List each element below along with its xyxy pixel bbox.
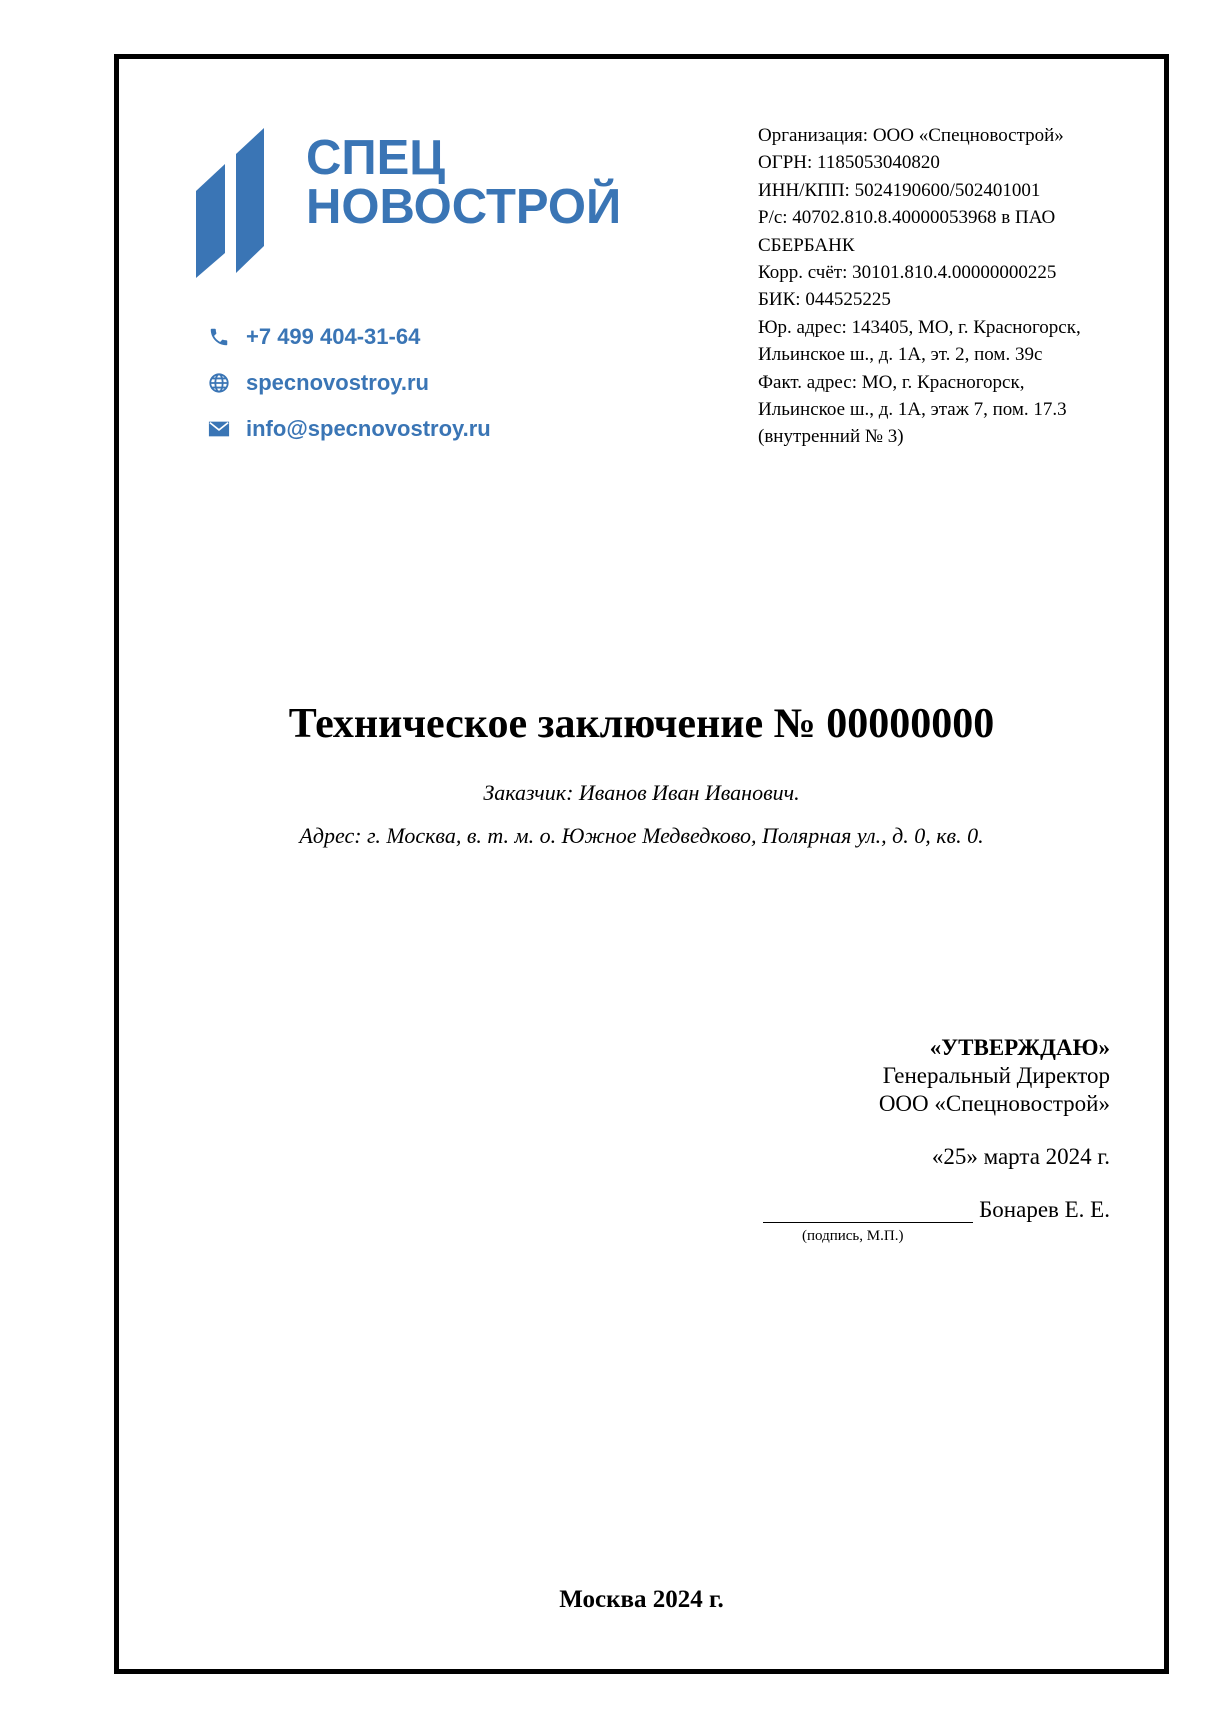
logo-line-2: НОВОСТРОЙ — [306, 180, 622, 234]
org-line: СБЕРБАНК — [758, 234, 855, 256]
organization-details — [758, 122, 1128, 451]
org-line: Ильинское ш., д. 1А, эт. 2, пом. 39с — [758, 344, 1043, 366]
logo-mark-icon — [196, 128, 306, 278]
approval-date: «25» марта 2024 г. — [931, 1144, 1110, 1169]
phone-number[interactable]: +7 499 404-31-64 — [246, 324, 421, 349]
customer-line: Заказчик: Иванов Иван Иванович. — [483, 780, 800, 805]
contact-phone[interactable] — [206, 314, 491, 360]
approval-block — [879, 1034, 1110, 1118]
signer-name: Бонарев Е. Е. — [979, 1197, 1110, 1222]
approval-heading: «УТВЕРЖДАЮ» — [929, 1035, 1110, 1060]
company-logo — [196, 128, 676, 278]
address-line: Адрес: г. Москва, в. т. м. о. Южное Медведково, Полярная ул., д. 0, кв. 0. — [299, 823, 984, 848]
approval-position: Генеральный Директор — [882, 1063, 1110, 1088]
contact-list — [206, 314, 491, 452]
org-line: ОГРН: 1185053040820 — [758, 152, 940, 174]
approval-company: ООО «Спецновострой» — [878, 1091, 1110, 1116]
mail-icon — [206, 416, 232, 442]
signature-caption: (подпись, М.П.) — [802, 1228, 904, 1244]
signature-line — [763, 1200, 973, 1223]
org-line: Ильинское ш., д. 1А, этаж 7, пом. 17.3 — [758, 399, 1067, 421]
email-link[interactable]: info@specnovostroy.ru — [246, 416, 491, 441]
phone-icon — [206, 324, 232, 350]
contact-website[interactable] — [206, 360, 491, 406]
signature-row — [763, 1197, 1110, 1223]
org-line: ИНН/КПП: 5024190600/502401001 — [758, 179, 1041, 201]
city-year: Москва 2024 г. — [559, 1586, 724, 1613]
org-line: Организация: ООО «Спецновострой» — [758, 125, 1064, 146]
org-line: (внутренний № 3) — [758, 426, 904, 448]
logo-line-1: СПЕЦ — [306, 131, 446, 185]
website-link[interactable]: specnovostroy.ru — [246, 370, 429, 395]
document-title: Техническое заключение № 00000000 — [288, 701, 995, 747]
globe-icon — [206, 370, 232, 396]
logo-wordmark — [306, 131, 622, 234]
org-line: Юр. адрес: 143405, МО, г. Красногорск, — [758, 316, 1081, 338]
org-line: Факт. адрес: МО, г. Красногорск, — [758, 371, 1025, 393]
contact-email[interactable] — [206, 406, 491, 452]
org-line: БИК: 044525225 — [758, 289, 891, 311]
org-line: Р/с: 40702.810.8.40000053968 в ПАО — [758, 207, 1056, 229]
org-line: Корр. счёт: 30101.810.4.00000000225 — [758, 262, 1057, 284]
